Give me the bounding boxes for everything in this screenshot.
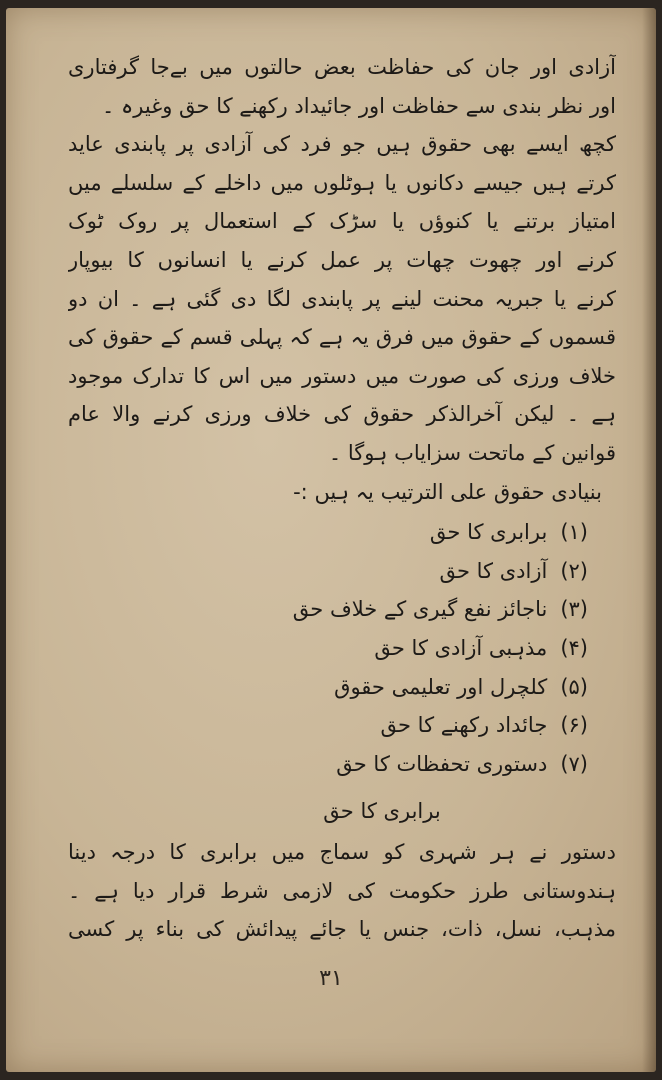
text-line: کچھ ایسے بھی حقوق ہیں جو فرد کی آزادی پر پابندی عاید	[68, 132, 616, 157]
text-line: کرتے ہیں جیسے دکانوں یا ہوٹلوں میں داخلے کے سلسلے میں	[68, 170, 616, 195]
page-edge-shadow	[642, 8, 656, 1072]
section-heading: برابری کا حق	[323, 799, 441, 824]
list-item	[68, 513, 616, 552]
list-text: آزادی کا حق	[439, 558, 548, 583]
list-item	[68, 629, 616, 668]
list-number: (۴)	[560, 635, 588, 660]
text-line: کرنے یا جبریہ محنت لینے پر پابندی لگا دی گئی ہے ۔ ان دو	[68, 286, 616, 311]
list-item	[68, 668, 616, 707]
rights-list	[68, 513, 616, 783]
text-line: دستور نے ہر شہری کو سماج میں برابری کا درجہ دینا	[68, 840, 616, 865]
list-number: (۵)	[560, 674, 588, 699]
list-text: ناجائز نفع گیری کے خلاف حق	[292, 597, 548, 622]
list-number: (۳)	[560, 597, 588, 622]
book-page	[6, 8, 656, 1072]
list-number: (۶)	[560, 713, 588, 738]
list-item	[68, 552, 616, 591]
text-line: خلاف ورزی کی صورت میں دستور میں اس کا تدارک موجود	[68, 363, 616, 388]
text-line: کرنے اور چھوت چھات پر عمل کرنے یا انسانوں کا بیوپار	[68, 247, 616, 272]
list-text: برابری کا حق	[429, 520, 548, 545]
list-number: (۱)	[560, 520, 588, 545]
text-line: آزادی اور جان کی حفاظت بعض حالتوں میں بےجا گرفتاری	[68, 55, 616, 79]
text-line: ہندوستانی طرز حکومت کی لازمی شرط قرار دیا ہے ۔	[68, 878, 616, 903]
list-item	[68, 745, 616, 784]
text-line: قسموں کے حقوق میں فرق یہ ہے کہ پہلی قسم کے حقوق کی	[68, 325, 616, 350]
text-line: قوانین کے ماتحت سزایاب ہوگا ۔	[328, 440, 616, 465]
page-number: ۳۱	[319, 966, 343, 991]
list-text: دستوری تحفظات کا حق	[336, 751, 548, 776]
list-intro: بنیادی حقوق علی الترتیب یہ ہیں :-	[293, 479, 602, 504]
list-text: مذہبی آزادی کا حق	[374, 635, 548, 660]
list-text: جائداد رکھنے کا حق	[380, 713, 548, 738]
list-text: کلچرل اور تعلیمی حقوق	[334, 674, 548, 699]
text-line: ہے ۔ لیکن آخرالذکر حقوق کی خلاف ورزی کرنے والا عام	[68, 402, 616, 427]
list-number: (۲)	[560, 558, 588, 583]
text-line: مذہب، نسل، ذات، جنس یا جائے پیدائش کی بناء پر کسی	[68, 917, 616, 942]
text-line: امتیاز برتنے یا کنوؤں یا سڑک کے استعمال پر روک ٹوک	[68, 209, 616, 234]
list-item	[68, 706, 616, 745]
page-text	[68, 48, 616, 949]
list-item	[68, 590, 616, 629]
list-number: (۷)	[560, 751, 588, 776]
text-line: اور نظر بندی سے حفاظت اور جائیداد رکھنے کا حق وغیرہ ۔	[102, 93, 616, 118]
